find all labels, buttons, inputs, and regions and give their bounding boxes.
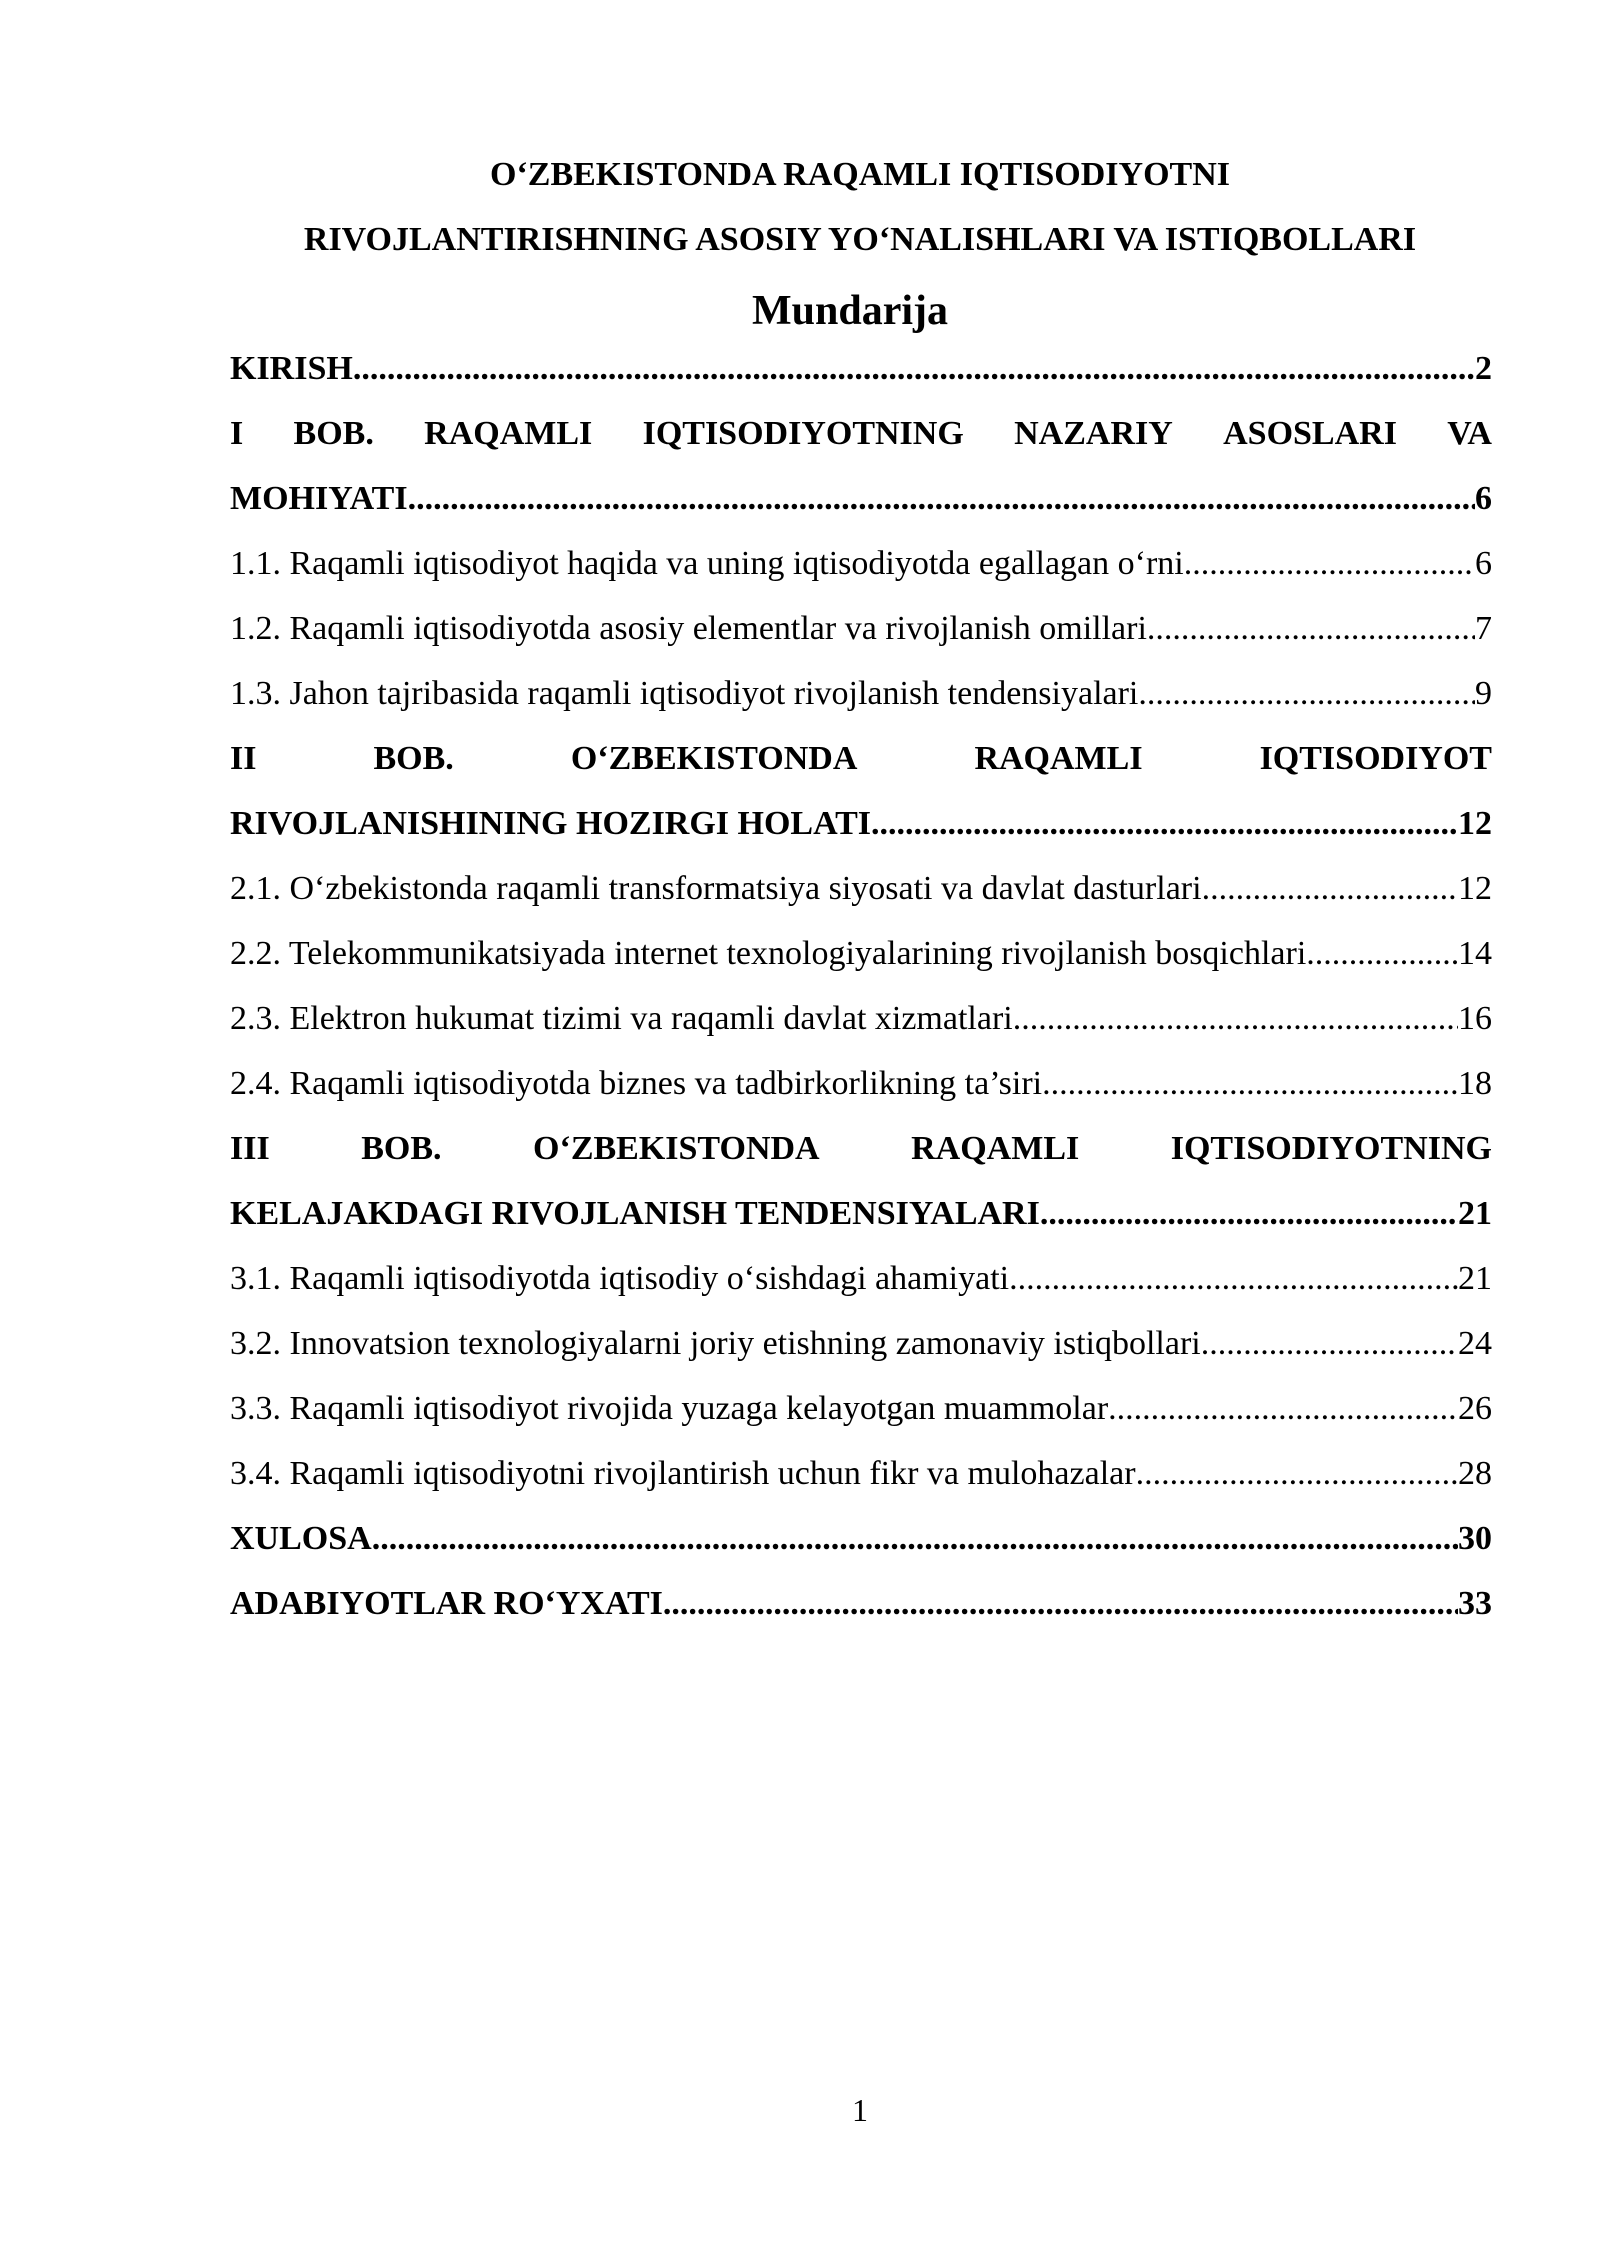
page-number: 1 <box>852 2092 868 2128</box>
toc-word: O‘ZBEKISTONDA <box>533 1130 820 1167</box>
toc-chapter-2-line[interactable] <box>230 726 1492 791</box>
toc-word: III <box>230 1130 270 1167</box>
toc-word: RAQAMLI <box>974 740 1143 777</box>
toc-entry-page: 28 <box>1458 1455 1492 1492</box>
toc-word: I <box>230 415 244 452</box>
toc-word: BOB. <box>373 740 454 777</box>
toc-entry-page: 7 <box>1475 610 1492 647</box>
toc-entry-chapter-2[interactable] <box>230 791 1492 856</box>
toc-entry-page: 14 <box>1458 935 1492 972</box>
toc-entry-2-1[interactable] <box>230 856 1492 921</box>
toc-word: O‘ZBEKISTONDA <box>570 740 858 777</box>
document-title-line-2: RIVOJLANTIRISHNING ASOSIY YO‘NALISHLARI VA ISTIQBOLLARI <box>303 221 1417 258</box>
toc-entry-label: 3.1. Raqamli iqtisodiyotda iqtisodiy o‘sishdagi ahamiyati <box>230 1260 1010 1297</box>
toc-word: II <box>230 740 257 777</box>
toc-entry-label: 3.2. Innovatsion texnologiyalarni joriy etishning zamonaviy istiqbollari <box>230 1325 1201 1362</box>
toc-word: BOB. <box>361 1130 442 1167</box>
toc-entry-3-3[interactable] <box>230 1376 1492 1441</box>
toc-entry-2-3[interactable] <box>230 986 1492 1051</box>
toc-entry-2-2[interactable] <box>230 921 1492 986</box>
toc-word: IQTISODIYOTNING <box>642 415 964 452</box>
toc-entry-label: 2.4. Raqamli iqtisodiyotda biznes va tadbirkorlikning ta’siri <box>230 1065 1043 1102</box>
toc-entry-page: 30 <box>1458 1520 1492 1557</box>
toc-entry-adabiyotlar[interactable] <box>230 1571 1492 1636</box>
toc-word: IQTISODIYOTNING <box>1170 1130 1492 1167</box>
toc-word: RAQAMLI <box>424 415 593 452</box>
toc-entry-label: KIRISH <box>230 350 353 387</box>
toc-entry-page: 21 <box>1458 1260 1492 1297</box>
toc-entry-1-3[interactable] <box>230 661 1492 726</box>
toc-entry-label: KELAJAKDAGI RIVOJLANISH TENDENSIYALARI <box>230 1195 1040 1232</box>
toc-entry-label: 2.1. O‘zbekistonda raqamli transformatsiya siyosati va davlat dasturlari <box>230 870 1202 907</box>
toc-chapter-1-line[interactable] <box>230 401 1492 466</box>
toc-word: ASOSLARI <box>1223 415 1397 452</box>
toc-entry-xulosa[interactable] <box>230 1506 1492 1571</box>
toc-entry-label: 2.3. Elektron hukumat tizimi va raqamli davlat xizmatlari <box>230 1000 1013 1037</box>
toc-entry-label: 2.2. Telekommunikatsiyada internet texnologiyalarining rivojlanish bosqichlari <box>230 935 1307 972</box>
toc-entry-2-4[interactable] <box>230 1051 1492 1116</box>
toc-entry-label: 1.2. Raqamli iqtisodiyotda asosiy elementlar va rivojlanish omillari <box>230 610 1147 647</box>
toc-entry-1-2[interactable] <box>230 596 1492 661</box>
toc-entry-label: ADABIYOTLAR RO‘YXATI <box>230 1585 663 1622</box>
toc-entry-1-1[interactable] <box>230 531 1492 596</box>
toc-entry-page: 12 <box>1458 870 1492 907</box>
toc-entry-page: 16 <box>1458 1000 1492 1037</box>
toc-word: VA <box>1447 415 1492 452</box>
toc-chapter-3-line[interactable] <box>230 1116 1492 1181</box>
toc-entry-3-4[interactable] <box>230 1441 1492 1506</box>
toc-word: NAZARIY <box>1014 415 1173 452</box>
toc-entry-chapter-1[interactable] <box>230 466 1492 531</box>
toc-entry-label: 3.3. Raqamli iqtisodiyot rivojida yuzaga kelayotgan muammolar <box>230 1390 1109 1427</box>
toc-word: RAQAMLI <box>911 1130 1080 1167</box>
toc-entry-chapter-3[interactable] <box>230 1181 1492 1246</box>
toc-entry-page: 18 <box>1458 1065 1492 1102</box>
toc-entry-page: 12 <box>1458 805 1492 842</box>
toc-entry-label: 1.1. Raqamli iqtisodiyot haqida va uning iqtisodiyotda egallagan o‘rni <box>230 545 1184 582</box>
toc-entry-label: 1.3. Jahon tajribasida raqamli iqtisodiyot rivojlanish tendensiyalari <box>230 675 1139 712</box>
toc-entry-page: 6 <box>1475 545 1492 582</box>
toc-entry-3-2[interactable] <box>230 1311 1492 1376</box>
toc-heading: Mundarija <box>751 288 948 334</box>
toc-entry-page: 2 <box>1475 350 1492 387</box>
toc-entry-page: 26 <box>1458 1390 1492 1427</box>
toc-entry-page: 6 <box>1475 480 1492 517</box>
toc-entry-label: 3.4. Raqamli iqtisodiyotni rivojlantirish uchun fikr va mulohazalar <box>230 1455 1136 1492</box>
toc-entry-page: 21 <box>1458 1195 1492 1232</box>
toc-word: BOB. <box>293 415 374 452</box>
toc-entry-kirish[interactable] <box>230 336 1492 401</box>
toc-entry-page: 9 <box>1475 675 1492 712</box>
toc-entry-label: XULOSA <box>230 1520 372 1557</box>
toc-entry-page: 33 <box>1458 1585 1492 1622</box>
toc-entry-label: MOHIYATI <box>230 480 408 517</box>
toc-word: IQTISODIYOT <box>1259 740 1492 777</box>
toc-entry-page: 24 <box>1458 1325 1492 1362</box>
table-of-contents <box>230 336 1492 1636</box>
toc-entry-3-1[interactable] <box>230 1246 1492 1311</box>
document-title-line-1: O‘ZBEKISTONDA RAQAMLI IQTISODIYOTNI <box>490 156 1230 193</box>
toc-entry-label: RIVOJLANISHINING HOZIRGI HOLATI <box>230 805 872 842</box>
